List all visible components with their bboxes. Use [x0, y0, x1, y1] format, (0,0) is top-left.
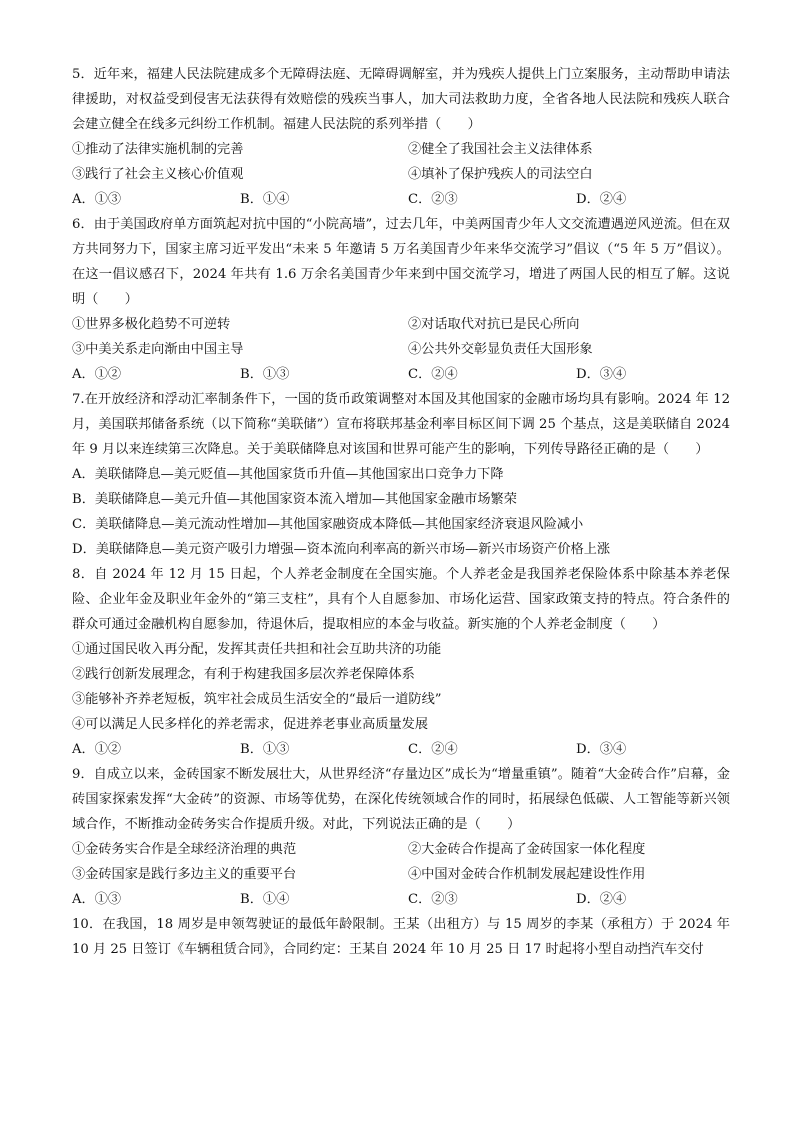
choice-b[interactable]: B．①③	[240, 367, 290, 382]
statement: ①世界多极化趋势不可逆转	[72, 317, 231, 332]
choice-c[interactable]: C．②③	[408, 192, 458, 207]
question-7	[72, 387, 730, 562]
choice-row	[72, 737, 730, 762]
statement-list	[72, 637, 730, 737]
question-stem: 10．在我国，18 周岁是申领驾驶证的最低年龄限制。王某（出租方）与 15 周岁的李某（承租方）于 2024 年 10 月 25 日签订《车辆租赁合同》，合同约定：王某自 2024 年 10 月 25 日 17 时起将小型自动挡汽车交付	[72, 917, 730, 957]
choice-a[interactable]: A．美联储降息—美元贬值—其他国家货币升值—其他国家出口竞争力下降	[72, 467, 504, 482]
choice-b[interactable]: B．美联储降息—美元升值—其他国家资本流入增加—其他国家金融市场繁荣	[72, 492, 517, 507]
choice-d[interactable]: D．③④	[576, 367, 627, 382]
question-10	[72, 912, 730, 962]
choice-b[interactable]: B．①③	[240, 742, 290, 757]
choice-row	[72, 362, 730, 387]
choice-a[interactable]: A．①②	[72, 367, 122, 382]
choice-c[interactable]: C．美联储降息—美元流动性增加—其他国家融资成本降低—其他国家经济衰退风险减小	[72, 517, 584, 532]
choice-c[interactable]: C．②③	[408, 892, 458, 907]
question-stem: 8．自 2024 年 12 月 15 日起，个人养老金制度在全国实施。个人养老金是我国养老保险体系中除基本养老保险、企业年金及职业年金外的“第三支柱”，具有个人自愿参加、市场化运营、国家政策支持的特点。符合条件的群众可通过金融机构自愿参加，待退休后，提取相应的本金与收益。新实施的个人养老金制度（ ）	[72, 567, 730, 632]
statement: ③践行了社会主义核心价值观	[72, 167, 244, 182]
question-8	[72, 562, 730, 762]
choice-a[interactable]: A．①③	[72, 892, 122, 907]
statement: ③能够补齐养老短板，筑牢社会成员生活安全的“最后一道防线”	[72, 692, 442, 707]
statement: ④可以满足人民多样化的养老需求，促进养老事业高质量发展	[72, 717, 429, 732]
statement: ②对话取代对抗已是民心所向	[408, 317, 580, 332]
question-stem: 6．由于美国政府单方面筑起对抗中国的“小院高墙”，过去几年，中美两国青少年人文交流遭遇逆风逆流。但在双方共同努力下，国家主席习近平发出“未来 5 年邀请 5 万名美国青少年来华交流学习”倡议（“5 年 5 万”倡议）。在这一倡议感召下，2024 年共有 1.6 万余名美国青少年来到中国交流学习，增进了两国人民的相互了解。这说明（ ）	[72, 217, 730, 307]
statement-list	[72, 837, 730, 887]
question-5	[72, 62, 730, 212]
choice-a[interactable]: A．①②	[72, 742, 122, 757]
statement: ④中国对金砖合作机制发展起建设性作用	[408, 867, 646, 882]
statement: ①金砖务实合作是全球经济治理的典范	[72, 842, 297, 857]
choice-a[interactable]: A．①③	[72, 192, 122, 207]
choice-d[interactable]: D．②④	[576, 192, 627, 207]
choice-d[interactable]: D．美联储降息—美元资产吸引力增强—资本流向利率高的新兴市场—新兴市场资产价格上涨	[72, 542, 611, 557]
choice-c[interactable]: C．②④	[408, 742, 458, 757]
statement: ①通过国民收入再分配，发挥其责任共担和社会互助共济的功能	[72, 642, 442, 657]
statement: ②健全了我国社会主义法律体系	[408, 142, 593, 157]
choice-row	[72, 187, 730, 212]
statement: ②践行创新发展理念，有利于构建我国多层次养老保障体系	[72, 667, 415, 682]
statement: ③金砖国家是践行多边主义的重要平台	[72, 867, 297, 882]
question-stem: 9．自成立以来，金砖国家不断发展壮大，从世界经济“存量边区”成长为“增量重镇”。随着“大金砖合作”启幕，金砖国家探索发挥“大金砖”的资源、市场等优势，在深化传统领域合作的同时，拓展绿色低碳、人工智能等新兴领域合作，不断推动金砖务实合作提质升级。对此，下列说法正确的是（ ）	[72, 767, 730, 832]
choice-row	[72, 887, 730, 912]
question-stem: 5．近年来，福建人民法院建成多个无障碍法庭、无障碍调解室，并为残疾人提供上门立案服务，主动帮助申请法律援助，对权益受到侵害无法获得有效赔偿的残疾当事人，加大司法救助力度，全省各地人民法院和残疾人联合会建立健全在线多元纠纷工作机制。福建人民法院的系列举措（ ）	[72, 67, 730, 132]
choice-d[interactable]: D．③④	[576, 742, 627, 757]
statement: ④填补了保护残疾人的司法空白	[408, 167, 593, 182]
statement: ①推动了法律实施机制的完善	[72, 142, 244, 157]
choice-d[interactable]: D．②④	[576, 892, 627, 907]
statement: ④公共外交彰显负责任大国形象	[408, 342, 593, 357]
statement: ②大金砖合作提高了金砖国家一体化程度	[408, 842, 646, 857]
choice-c[interactable]: C．②④	[408, 367, 458, 382]
statement-list	[72, 312, 730, 362]
option-list	[72, 462, 730, 562]
question-6	[72, 212, 730, 387]
question-stem: 7.在开放经济和浮动汇率制条件下，一国的货币政策调整对本国及其他国家的金融市场均具有影响。2024 年 12 月，美国联邦储备系统（以下简称“美联储”）宣布将联邦基金利率目标区间下调 25 个基点，这是美联储自 2024 年 9 月以来连续第三次降息。关于美联储降息对该国和世界可能产生的影响，下列传导路径正确的是（ ）	[72, 392, 730, 457]
question-9	[72, 762, 730, 912]
statement: ③中美关系走向渐由中国主导	[72, 342, 244, 357]
statement-list	[72, 137, 730, 187]
choice-b[interactable]: B．①④	[240, 192, 290, 207]
choice-b[interactable]: B．①④	[240, 892, 290, 907]
